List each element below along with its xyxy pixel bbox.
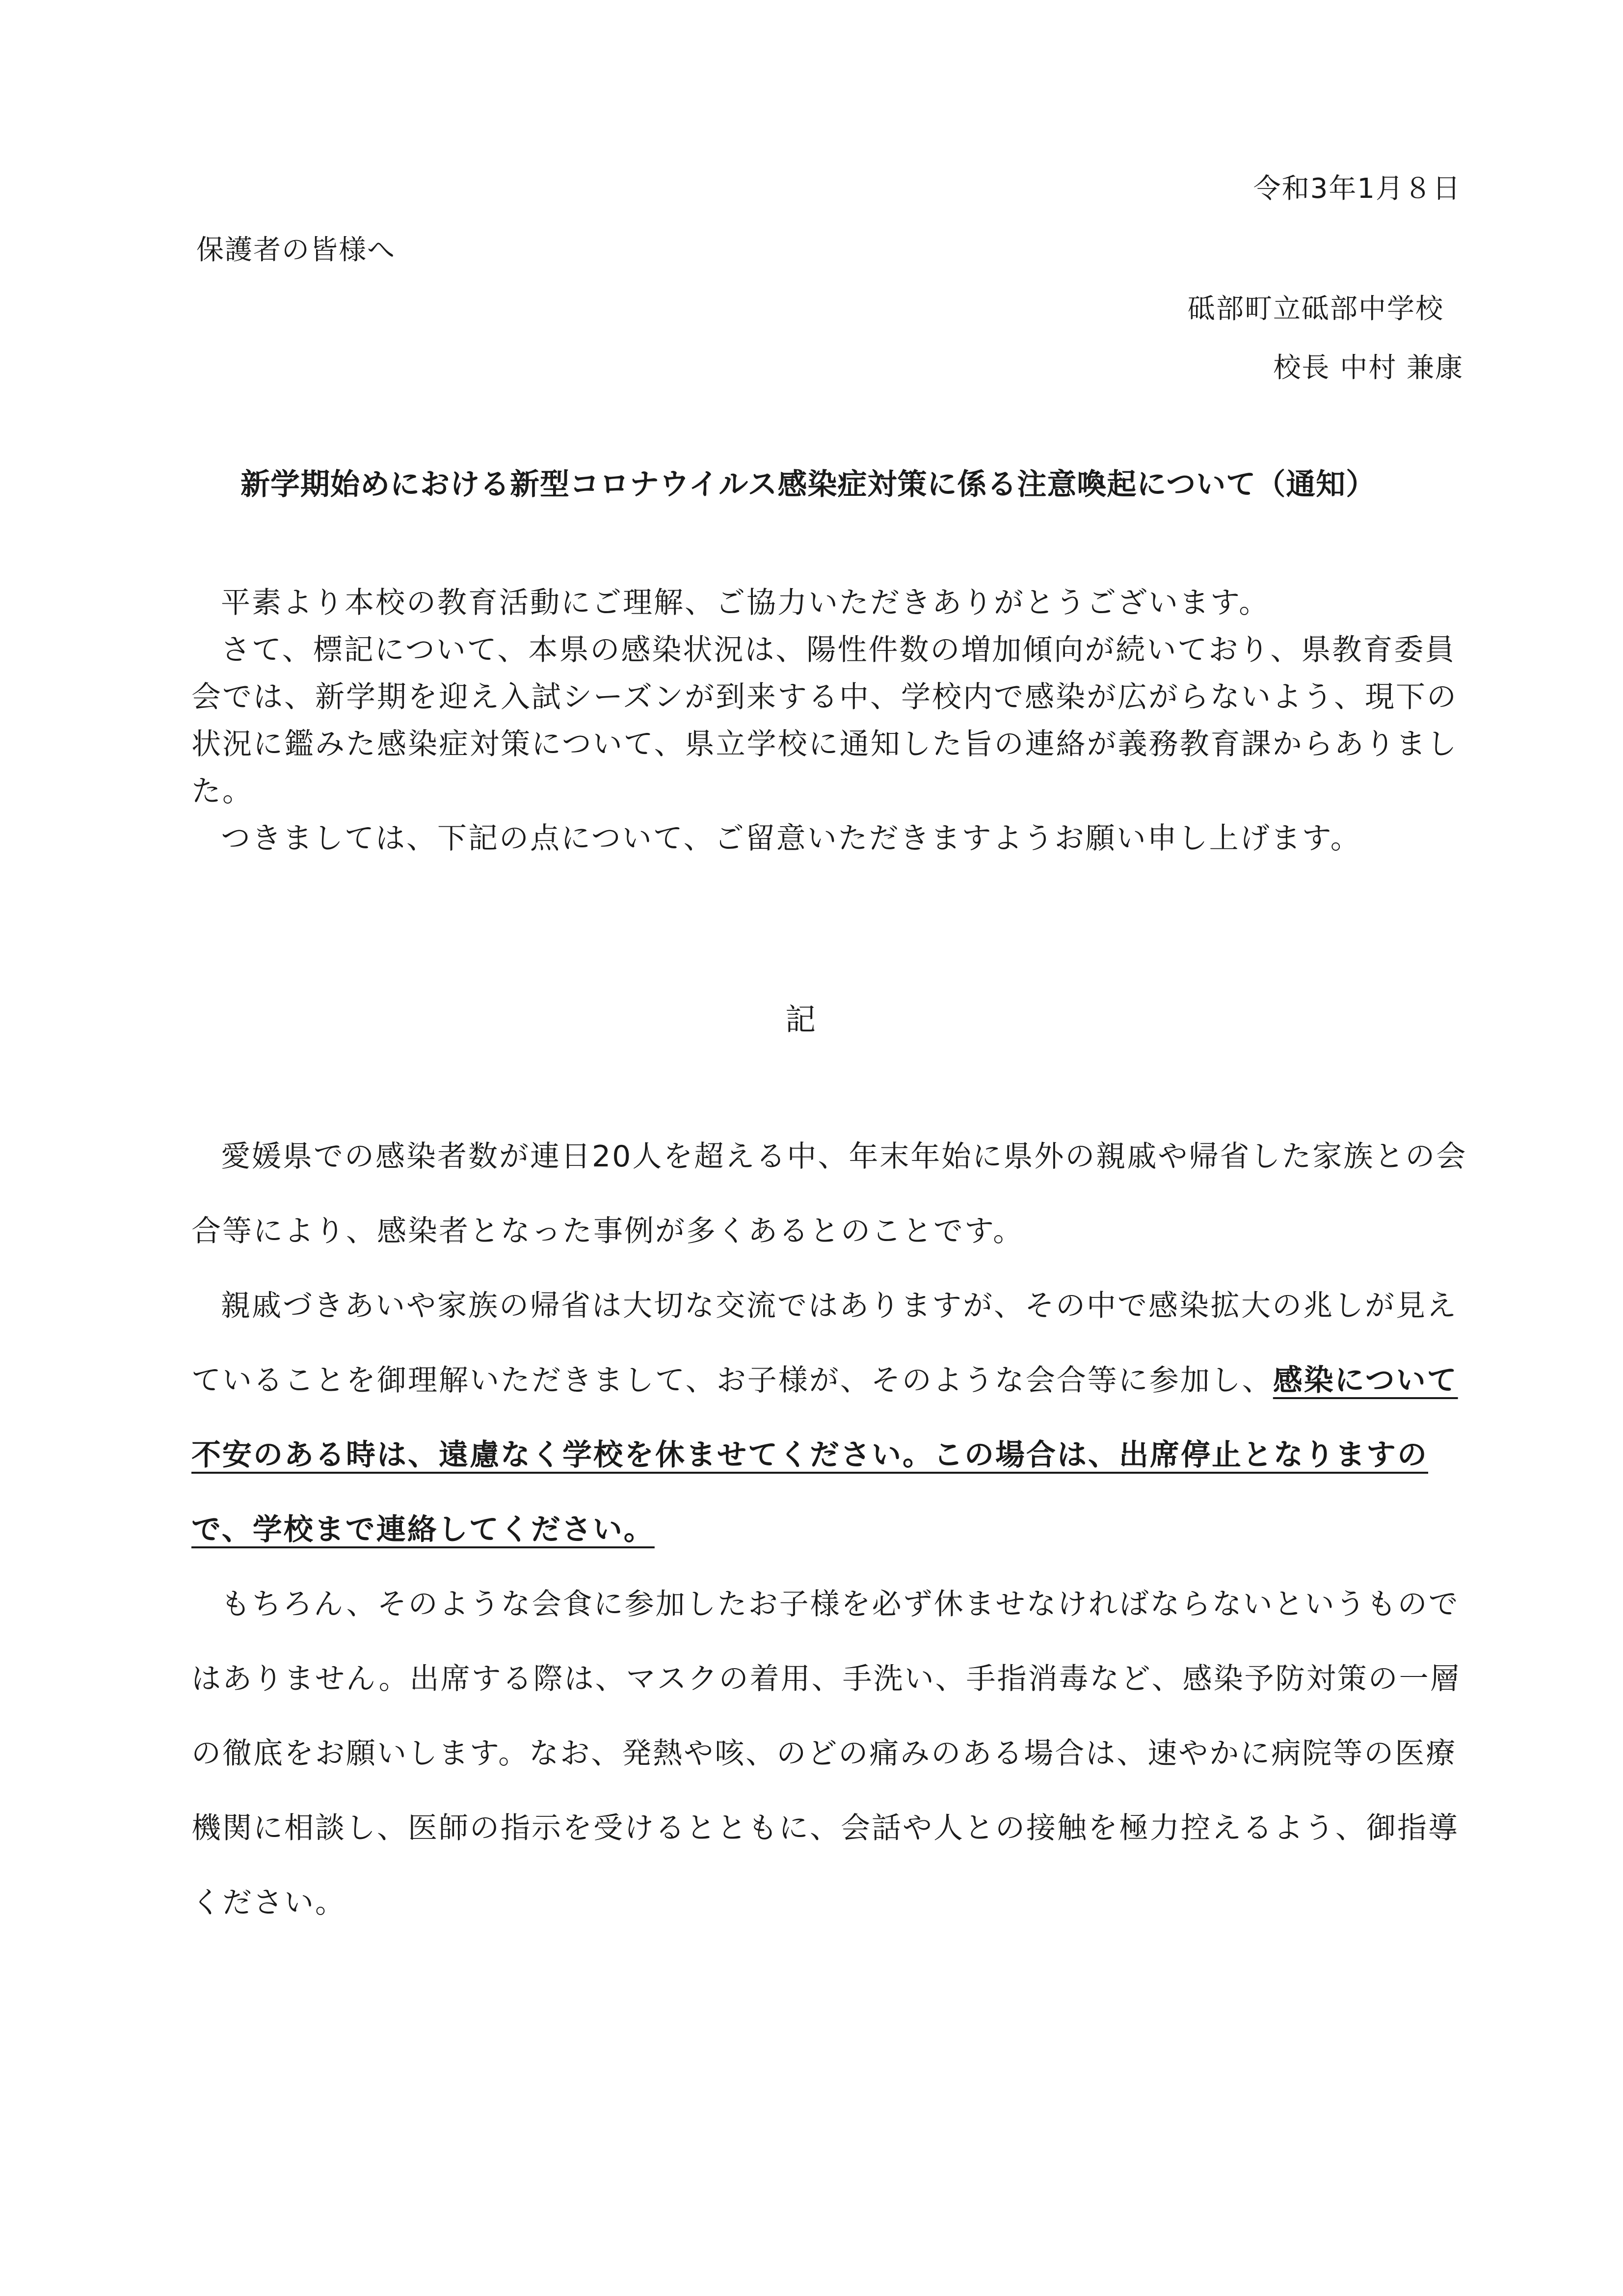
document-title: 新学期始めにおける新型コロナウイルス感染症対策に係る注意喚起について（通知） [240, 467, 1376, 502]
intro-paragraph: さて、標記について、本県の感染状況は、陽性件数の増加傾向が続いており、県教育委員会では、新学期を迎え入試シーズンが到来する中、学校内で感染が広がらないよう、現下の状況に鑑みた感染症対策について、県立学校に通知した旨の連絡が義務教育課からありました。 [191, 633, 1458, 809]
date: 令和3年1月８日 [1253, 173, 1461, 205]
notes-paragraph [191, 1269, 1482, 1567]
addressee: 保護者の皆様へ [196, 234, 396, 266]
notes-section [191, 1119, 1482, 1940]
notes-paragraph: もちろん、そのような会食に参加したお子様を必ず休ませなければならないというものではありません。出席する際は、マスクの着用、手洗い、手指消毒など、感染予防対策の一層の徹底をお願いします。なお、発熱や咳、のどの痛みのある場合は、速やかに病院等の医療機関に相談し、医師の指示を受けるとともに、会話や人との接触を極力控えるよう、御指導ください。 [191, 1587, 1461, 1920]
ki-heading: 記 [785, 1001, 816, 1037]
intro-paragraph: つきましては、下記の点について、ご留意いただきますようお願い申し上げます。 [221, 821, 1361, 856]
notes-paragraph: 愛媛県での感染者数が連日20人を超える中、年末年始に県外の親戚や帰省した家族との会合等により、感染者となった事例が多くあるとのことです。 [191, 1139, 1467, 1248]
sender-school: 砥部町立砥部中学校 [1188, 293, 1444, 325]
emphasis-text: 感染について不安のある時は、遠慮なく学校を休ませてください。この場合は、出席停止となりますので、学校まで連絡してください。 [191, 1363, 1458, 1547]
sender-principal: 校長 中村 兼康 [1273, 352, 1463, 384]
intro-paragraph: 平素より本校の教育活動にご理解、ご協力いただきありがとうございます。 [221, 586, 1270, 620]
notes-text: 親戚づきあいや家族の帰省は大切な交流ではありますが、その中で感染拡大の兆しが見えていることを御理解いただきまして、お子様が、そのような会合等に参加し、 [191, 1289, 1458, 1398]
intro-section [191, 579, 1482, 862]
